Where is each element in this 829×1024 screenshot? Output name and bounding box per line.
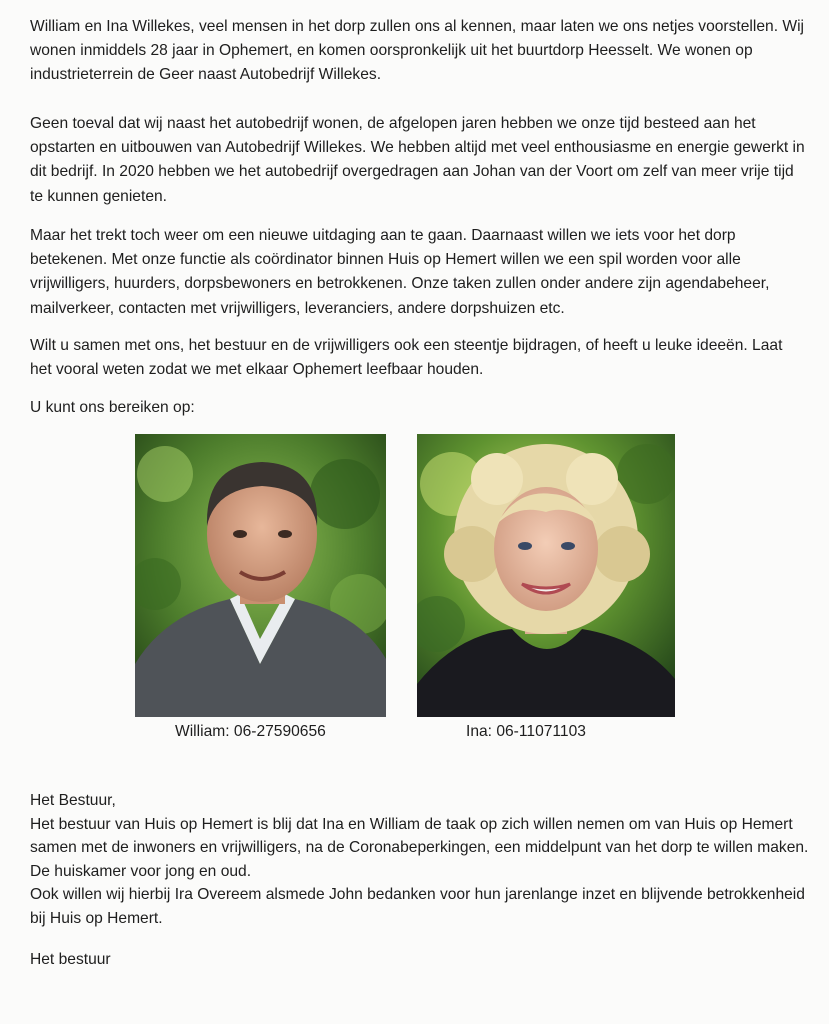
intro-paragraph-1: William en Ina Willekes, veel mensen in het dorp zullen ons al kennen, maar laten we ons netjes voorstellen. Wij wonen inmiddels 28 jaar in Ophemert, en komen oorspronkelijk uit het buurtdorp Heesselt. We wonen op industrieterrein de Geer naast Autobedrijf Willekes. <box>30 18 804 84</box>
bestuur-paragraph-1: Het bestuur van Huis op Hemert is blij dat Ina en William de taak op zich willen nemen om van Huis op Hemert samen met de inwoners en vrijwilligers, na de Coronabeperkingen, een middelpunt van het dorp te willen maken. De huiskamer voor jong en oud. <box>30 815 809 880</box>
bestuur-paragraph-2: Ook willen wij hierbij Ira Overeem alsmede John bedanken voor hun jarenlange inzet en blijvende betrokkenheid bij Huis op Hemert. <box>30 886 805 927</box>
william-phone: William: 06-27590656 <box>175 723 326 740</box>
bestuur-section <box>30 789 810 931</box>
bestuur-heading: Het Bestuur, <box>30 792 116 809</box>
intro-paragraph-2: Geen toeval dat wij naast het autobedrijf wonen, de afgelopen jaren hebben we onze tijd besteed aan het opstarten en uitbouwen van Autobedrijf Willekes. We hebben altijd met veel enthousiasme en energie gewerkt in dit bedrijf. In 2020 hebben we het autobedrijf overgedragen aan Johan van der Voort om zelf van meer vrije tijd te kunnen genieten. <box>30 115 805 205</box>
ina-photo <box>417 434 675 717</box>
ina-phone: Ina: 06-11071103 <box>466 723 586 740</box>
signoff: Het bestuur <box>30 951 111 968</box>
william-photo <box>135 434 386 717</box>
intro-paragraph-3: Maar het trekt toch weer om een nieuwe uitdaging aan te gaan. Daarnaast willen we iets voor het dorp betekenen. Met onze functie als coördinator binnen Huis op Hemert willen we een spil worden voor alle vrijwilligers, huurders, dorpsbewoners en betrokkenen. Onze taken zullen onder andere zijn agendabeheer, mailverkeer, contacten met vrijwilligers, leveranciers, andere dorpshuizen etc. <box>30 227 770 317</box>
contact-intro: U kunt ons bereiken op: <box>30 399 195 416</box>
intro-paragraph-4: Wilt u samen met ons, het bestuur en de vrijwilligers ook een steentje bijdragen, of heeft u leuke ideeën. Laat het vooral weten zodat we met elkaar Ophemert leefbaar houden. <box>30 337 783 379</box>
